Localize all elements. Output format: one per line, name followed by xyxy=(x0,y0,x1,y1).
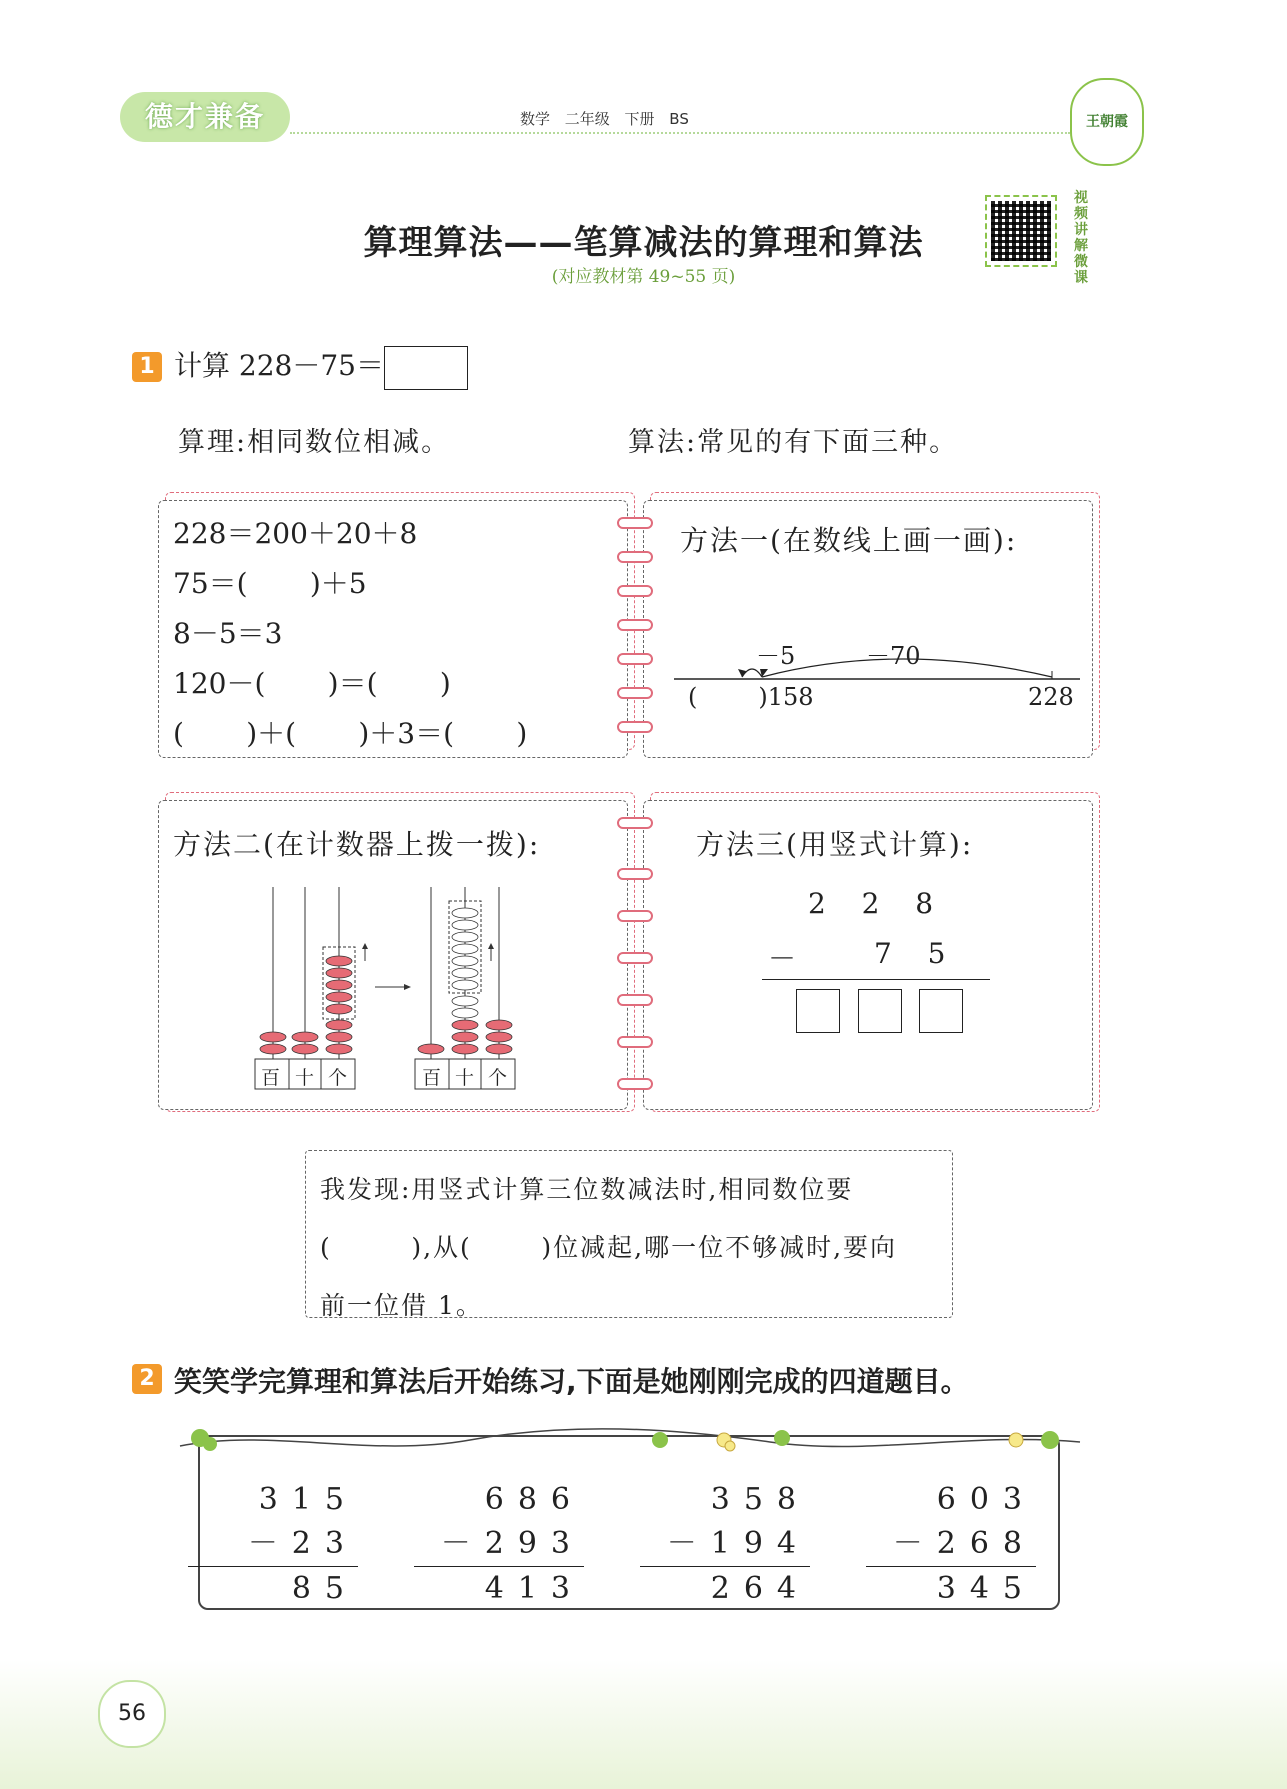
practice-problem-1 xyxy=(208,1478,358,1611)
footer-band xyxy=(0,1660,1287,1789)
problem-2-result: 413 xyxy=(414,1566,584,1611)
practice-problem-3 xyxy=(660,1478,810,1611)
methods-intro: 算法:常见的有下面三种。 xyxy=(628,427,959,458)
abacus1-label-hundreds: 百 xyxy=(261,1067,281,1089)
page-subtitle: (对应教材第 49~55 页) xyxy=(551,267,736,287)
answer-box-ones[interactable] xyxy=(919,989,963,1033)
line-3: 8－5＝3 xyxy=(173,617,283,650)
problem-2-minuend: 686 xyxy=(484,1482,584,1517)
abacus2-label-hundreds: 百 xyxy=(422,1067,442,1089)
problem-1-result: 85 xyxy=(188,1566,358,1611)
problem-3-minuend: 358 xyxy=(710,1482,810,1517)
line-1: 228＝200＋20＋8 xyxy=(173,517,418,550)
jump-minus-70: －70 xyxy=(866,642,921,670)
question-number-1: 1 xyxy=(132,352,162,382)
problem-2-subtrahend: －293 xyxy=(440,1526,584,1561)
abacus1-label-ones: 个 xyxy=(328,1067,348,1089)
discovery-line-2: ( ),从( )位减起,哪一位不够减时,要向 xyxy=(320,1233,898,1262)
qr-label: 视频讲解微课 xyxy=(1074,190,1088,286)
discovery-line-1: 我发现:用竖式计算三位数减法时,相同数位要 xyxy=(320,1175,854,1204)
answer-box[interactable] xyxy=(384,346,468,390)
question-2-text: 笑笑学完算理和算法后开始练习,下面是她刚刚完成的四道题目。 xyxy=(174,1365,969,1398)
abacus2-label-tens: 十 xyxy=(455,1067,475,1089)
qr-code-icon[interactable] xyxy=(985,195,1057,267)
vertical-minus-sign: － xyxy=(768,942,797,975)
vertical-rule xyxy=(762,979,990,980)
number-line xyxy=(644,501,1094,759)
line-5: ( )＋( )＋3＝( ) xyxy=(173,717,528,750)
abacus1-label-tens: 十 xyxy=(295,1067,315,1089)
method3-title: 方法三(用竖式计算): xyxy=(696,828,974,861)
number-line-left-label[interactable]: ( )158 xyxy=(688,683,814,711)
method3-panel xyxy=(643,800,1093,1110)
decomposition-panel xyxy=(158,500,628,758)
problem-1-subtrahend: －23 xyxy=(247,1526,358,1561)
book-subject: 数学 二年级 下册 BS xyxy=(520,110,689,128)
header-divider xyxy=(290,132,1070,134)
abacus2-label-ones: 个 xyxy=(488,1067,508,1089)
principle-text: 算理:相同数位相减。 xyxy=(178,427,451,458)
answer-box-hundreds[interactable] xyxy=(796,989,840,1033)
abacus-diagram xyxy=(159,801,629,1111)
practice-problem-2 xyxy=(434,1478,584,1611)
vertical-top-number: 2 2 8 xyxy=(808,887,940,920)
method1-panel xyxy=(643,500,1093,758)
problem-4-minuend: 603 xyxy=(936,1482,1036,1517)
problem-4-subtrahend: －268 xyxy=(892,1526,1036,1561)
vertical-bottom-number: 7 5 xyxy=(874,937,952,970)
method2-title: 方法二(在计数器上拨一拨): xyxy=(173,828,541,861)
method1-title: 方法一(在数线上画一画): xyxy=(680,524,1018,557)
answer-box-tens[interactable] xyxy=(858,989,902,1033)
author-seal: 王朝霞 xyxy=(1070,78,1144,166)
vine-decoration xyxy=(170,1418,1090,1468)
problem-4-result: 345 xyxy=(866,1566,1036,1611)
practice-problem-4 xyxy=(886,1478,1036,1611)
line-2: 75＝( )＋5 xyxy=(173,567,367,600)
discovery-line-3: 前一位借 1。 xyxy=(320,1291,483,1320)
line-4: 120－( )＝( ) xyxy=(173,667,451,700)
question-1-text: 计算 228－75＝ xyxy=(174,349,384,382)
problem-1-minuend: 315 xyxy=(258,1482,358,1517)
problem-3-subtrahend: －194 xyxy=(666,1526,810,1561)
page-title: 算理算法——笔算减法的算理和算法 xyxy=(363,223,924,263)
jump-minus-5: －5 xyxy=(756,642,796,670)
method2-panel xyxy=(158,800,628,1110)
page-number: 56 xyxy=(98,1680,166,1748)
question-number-2: 2 xyxy=(132,1364,162,1394)
number-line-right-label: 228 xyxy=(1028,683,1074,711)
question-1 xyxy=(174,344,468,390)
discovery-box xyxy=(305,1150,953,1318)
problem-3-result: 264 xyxy=(640,1566,810,1611)
brand-logo: 德才兼备 xyxy=(120,92,290,142)
